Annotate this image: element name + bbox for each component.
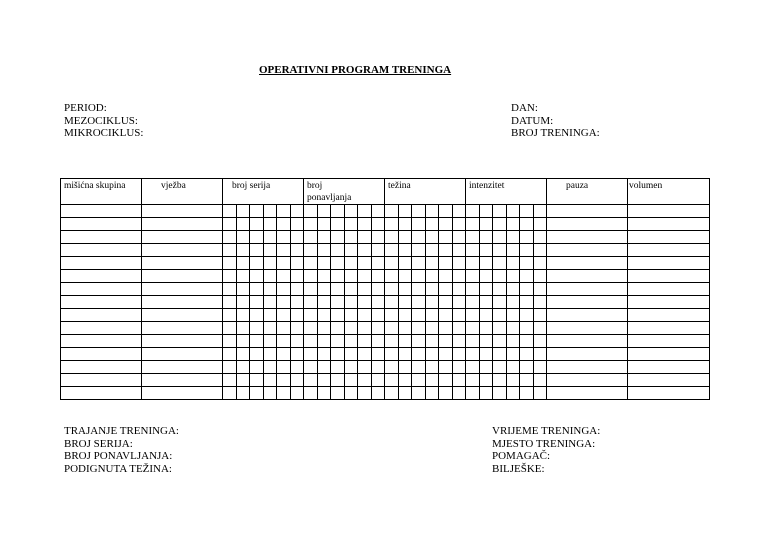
mezociklus-label: MEZOCIKLUS: — [64, 114, 138, 127]
column-header: broj serija — [232, 181, 271, 191]
mjesto-treninga-label: MJESTO TRENINGA: — [492, 437, 596, 450]
broj-treninga-label: BROJ TRENINGA: — [511, 127, 600, 139]
column-header: volumen — [629, 181, 663, 191]
footer-right-fields — [492, 425, 600, 475]
broj-ponavljanja-label: BROJ PONAVLJANJA: — [64, 450, 173, 462]
footer-left-fields — [64, 425, 179, 475]
broj-serija-label: BROJ SERIJA: — [64, 437, 133, 450]
column-header: mišićna skupina — [64, 181, 126, 191]
period-label: PERIOD: — [64, 102, 107, 114]
pomagac-label: POMAGAČ: — [492, 450, 551, 462]
column-header: broj ponavljanja — [307, 181, 352, 203]
column-header: vježba — [161, 181, 186, 191]
mikrociklus-label: MIKROCIKLUS: — [64, 127, 144, 139]
trajanje-treninga-label: TRAJANJE TRENINGA: — [64, 425, 179, 437]
column-header: intenzitet — [469, 181, 505, 191]
page-title: OPERATIVNI PROGRAM TRENINGA — [259, 64, 452, 76]
column-header: težina — [388, 181, 411, 191]
vrijeme-treninga-label: VRIJEME TRENINGA: — [492, 425, 601, 437]
dan-label: DAN: — [511, 102, 538, 114]
column-header: pauza — [566, 181, 589, 191]
datum-label: DATUM: — [511, 114, 554, 127]
biljeske-label: BILJEŠKE: — [492, 462, 545, 475]
podignuta-tezina-label: PODIGNUTA TEŽINA: — [64, 462, 172, 475]
